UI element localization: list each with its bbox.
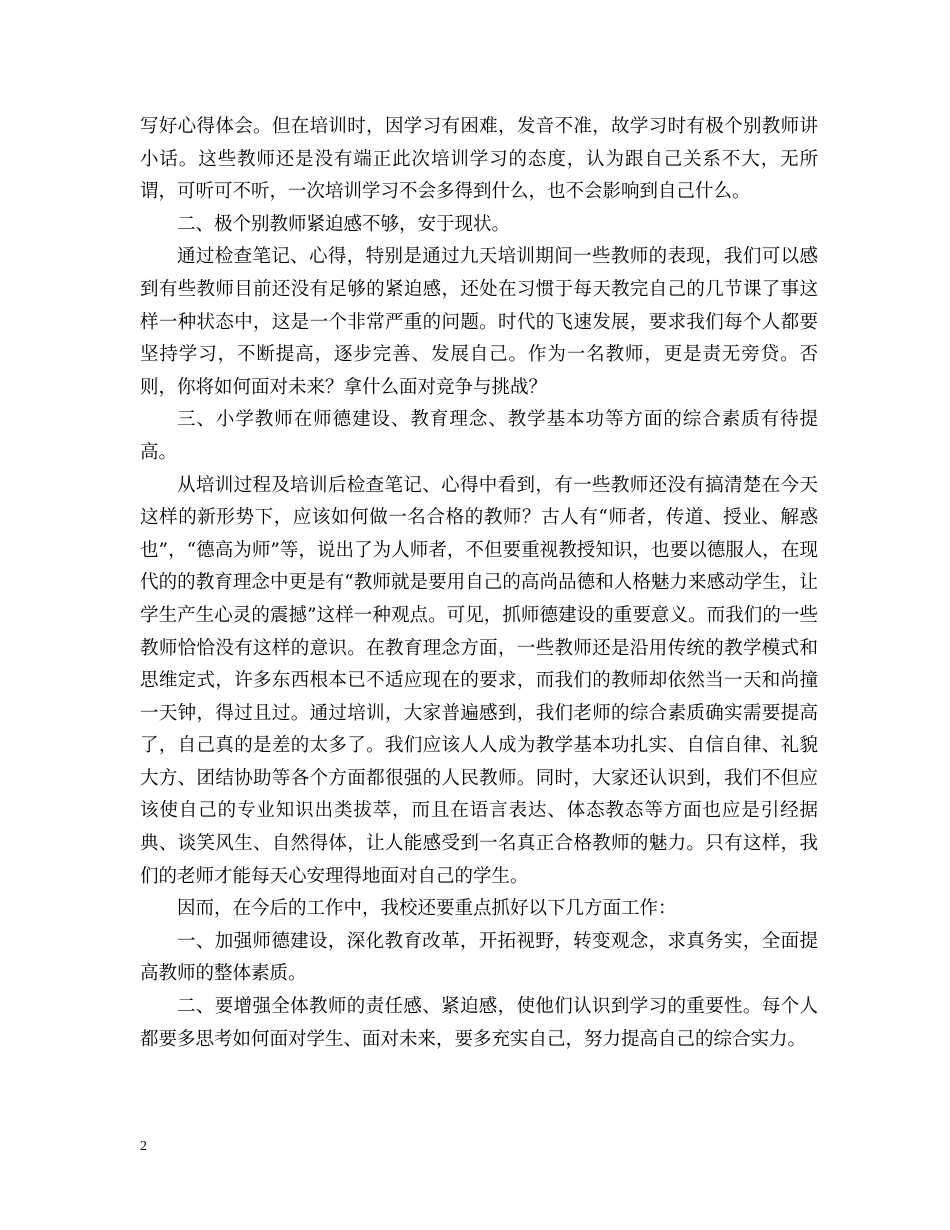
paragraph: 三、小学教师在师德建设、教育理念、教学基本功等方面的综合素质有待提高。 bbox=[140, 409, 818, 463]
paragraph: 二、要增强全体教师的责任感、紧迫感，使他们认识到学习的重要性。每个人都要多思考如何面对学生、面对未来，要多充实自己，努力提高自己的综合实力。 bbox=[140, 996, 818, 1050]
paragraph: 一、加强师德建设，深化教育改革，开拓视野，转变观念，求真务实，全面提高教师的整体素质。 bbox=[140, 930, 818, 985]
paragraph: 从培训过程及培训后检查笔记、心得中看到，有一些教师还没有搞清楚在今天这样的新形势下，应该如何做一名合格的教师？古人有“师者，传道、授业、解惑也”，“德高为师”等，说出了为人师者，不但要重视教授知识，也要以德服人，在现代的的教育理念中更是有“教师就是要用自己的高尚品德和人格魅力来感动学生，让学生产生心灵的震撼”这样一种观点。可见，抓师德建设的重要意义。而我们的一些教师恰恰没有这样的意识。在教育理念方面，一些教师还是沿用传统的教学模式和思维定式，许多东西根本已不适应现在的要求，而我们的教师却依然当一天和尚撞一天钟，得过且过。通过培训，大家普遍感到，我们老师的综合素质确实需要提高了，自己真的是差的太多了。我们应该人人成为教学基本功扎实、自信自律、礼貌大方、团结协助等各个方面都很强的人民教师。同时，大家还认识到，我们不但应该使自己的专业知识出类拔萃，而且在语言表达、体态教态等方面也应是引经据典、谈笑风生、自然得体，让人能感受到一名真正合格教师的魅力。只有这样，我们的老师才能每天心安理得地面对自己的学生。 bbox=[140, 474, 818, 887]
paragraph: 因而，在今后的工作中，我校还要重点抓好以下几方面工作： bbox=[177, 898, 677, 920]
document-body bbox=[140, 111, 818, 1056]
paragraph: 写好心得体会。但在培训时，因学习有困难，发音不准，故学习时有极个别教师讲小话。这些教师还是没有端正此次培训学习的态度，认为跟自己关系不大，无所谓，可听可不听，一次培训学习不会多得到什么，也不会影响到自己什么。 bbox=[140, 116, 818, 203]
page-number: 2 bbox=[140, 1139, 147, 1154]
paragraph: 二、极个别教师紧迫感不够，安于现状。 bbox=[177, 213, 511, 235]
paragraph: 通过检查笔记、心得，特别是通过九天培训期间一些教师的表现，我们可以感到有些教师目前还没有足够的紧迫感，还处在习惯于每天教完自己的几节课了事这样一种状态中，这是一个非常严重的问题。时代的飞速发展，要求我们每个人都要坚持学习，不断提高，逐步完善、发展自己。作为一名教师，更是责无旁贷。否则，你将如何面对未来？拿什么面对竞争与挑战？ bbox=[140, 246, 818, 398]
